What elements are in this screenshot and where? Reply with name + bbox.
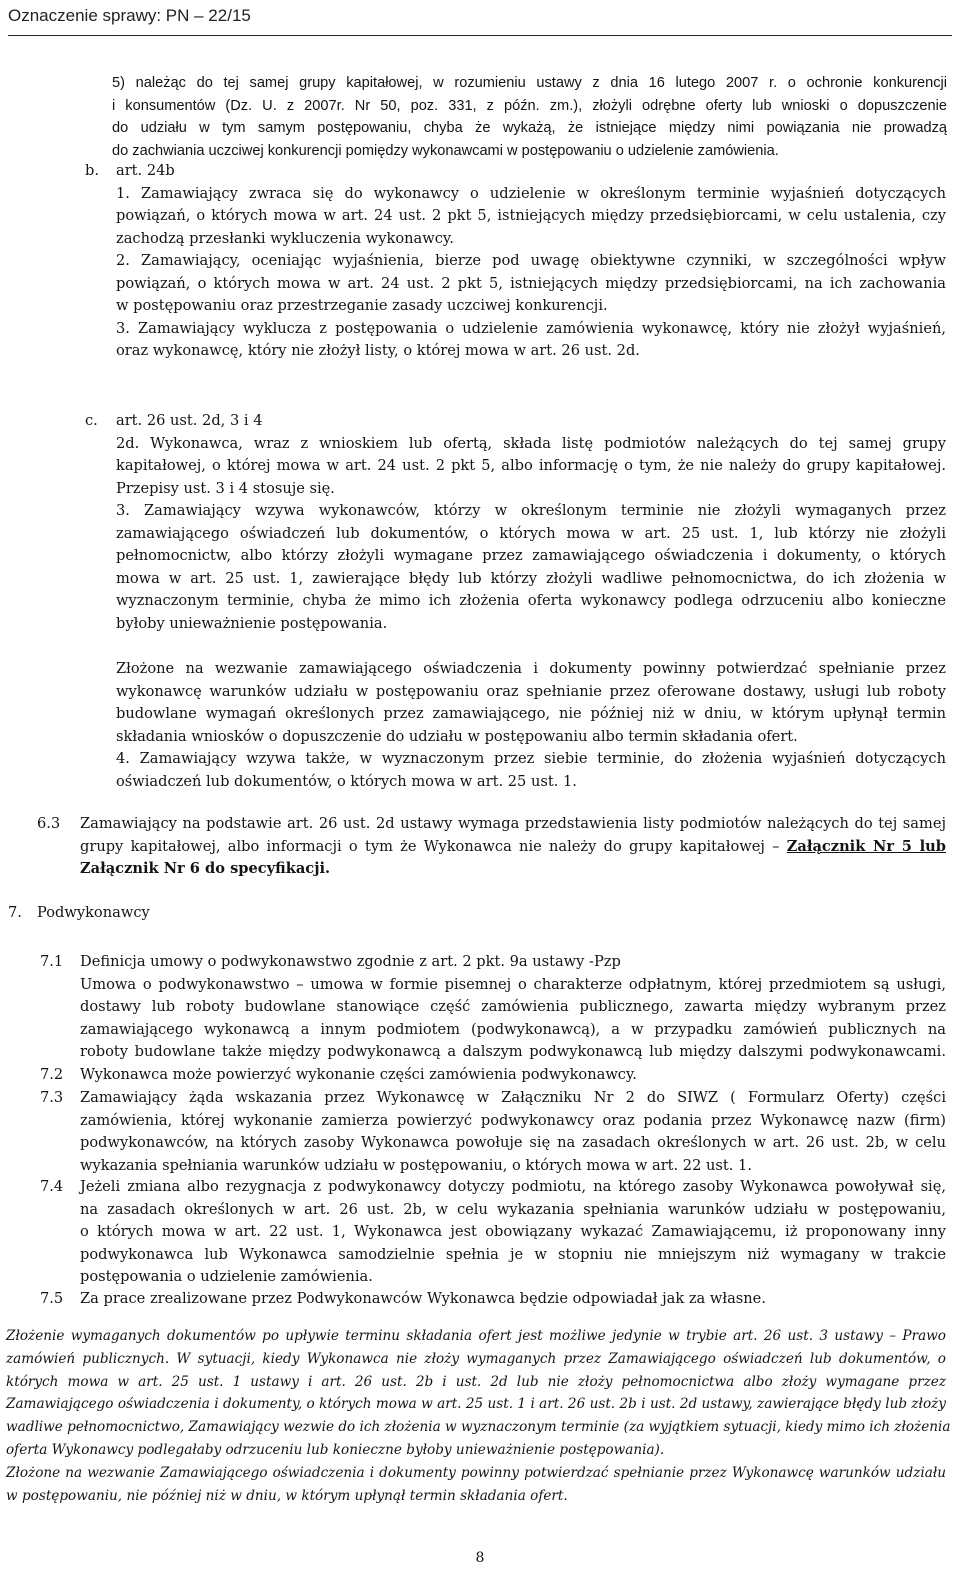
page-number: 8 [475, 1550, 485, 1566]
text-line: do zachwiania uczciwej konkurencji pomiędzy wykonawcami w postępowaniu o udzielenie zamówienia. [112, 142, 779, 159]
text-line: 5) należąc do tej samej grupy kapitałowej, w rozumieniu ustawy z dnia 16 lutego 2007 r. o ochronie konkurencji [112, 75, 947, 91]
text-line: powiązań, o których mowa w art. 24 ust. 2 pkt 5, istniejących między przedsiębiorcami, na ich zachowania [116, 274, 946, 292]
text-line: i konsumentów (Dz. U. z 2007r. Nr 50, poz. 331, z późn. zm.), złożyli odrębne oferty lub wnioski o dopuszczenie [112, 97, 947, 114]
text-line: Wykonawca może powierzyć wykonanie części zamówienia podwykonawcy. [80, 1066, 637, 1083]
text-line: w postępowaniu, nie później niż w dniu, w którym upłynął termin składania ofert. [6, 1487, 568, 1504]
text-line: 2. Zamawiający, oceniając wyjaśnienia, bierze pod uwagę obiektywne czynniki, w szczególności wpływ [116, 252, 946, 269]
section-c-paragraph-2 [116, 658, 946, 793]
text-line: Zamawiający żąda wskazania przez Wykonawcę w Załączniku Nr 2 do SIWZ ( Formularz Oferty) części [80, 1089, 946, 1106]
text-line: postępowania o udzielenie zamówienia. [80, 1268, 373, 1285]
text-line: 4. Zamawiający wzywa także, w wyznaczonym przez siebie terminie, do złożenia wyjaśnień dotyczących [116, 750, 946, 767]
attachment-reference: Załącznik Nr 5 lub [786, 837, 946, 855]
text-line: zamawiającego wykonawcą a innym podmiotem (podwykonawcą), a w przypadku zamówień publicznych na [80, 1020, 946, 1038]
text-line: mowa w art. 25 ust. 1, zawierające błędy lub którzy złożyli wadliwe pełnomocnictwa, do ich złożenia w [116, 569, 946, 587]
section-7-marker: 7. [8, 904, 22, 921]
text-line: Zamawiającego oświadczenia i dokumenty, o których mowa w art. 25 ust. 1 i art. 26 ust. 2b i ust. 2d ustawy, zawierające błędy lub złoży [6, 1396, 946, 1413]
text-line: Przepisy ust. 3 i 4 stosuje się. [116, 479, 335, 497]
section-6-3-marker: 6.3 [37, 815, 61, 832]
text-line: byłoby unieważnienie postępowania. [116, 614, 388, 632]
text-line: dostawy lub roboty budowlane stanowiące część zamówienia publicznego, zawarta między wybranym przez [80, 998, 946, 1015]
section-b-paragraph [116, 160, 946, 363]
section-c-paragraph [116, 410, 946, 635]
text-line: 1. Zamawiający zwraca się do wykonawcy o udzielenie w określonym terminie wyjaśnień dotyczących [116, 184, 946, 202]
text-line: roboty budowlane także między podwykonawcą a dalszym podwykonawcą lub między dalszymi podwykonawcami. [80, 1043, 946, 1060]
section-7-3-marker: 7.3 [40, 1089, 64, 1106]
text-line: oświadczeń lub dokumentów, o których mowa w art. 25 ust. 1. [116, 772, 577, 790]
text-line: Zamawiający na podstawie art. 26 ust. 2d ustawy wymaga przedstawienia listy podmiotów należących do tej samej [80, 815, 946, 832]
text-line: 3. Zamawiający wzywa wykonawców, którzy w określonym terminie nie złożyli wymaganych przez [116, 502, 946, 519]
italic-notes [6, 1325, 951, 1507]
text-line: w postępowaniu oraz przestrzeganie zasady uczciwej konkurencji. [116, 297, 608, 314]
section-c-marker: c. [85, 412, 98, 429]
text-line: Złożone na wezwanie zamawiającego oświadczenia i dokumenty powinny potwierdzać spełnianie przez [116, 660, 946, 677]
text-line: wykazania spełniania warunków udziału w postępowaniu, o których mowa w art. 22 ust. 1. [80, 1156, 752, 1174]
section-b-marker: b. [85, 162, 99, 179]
section-7-5-marker: 7.5 [40, 1290, 64, 1307]
section-b-title: art. 24b [116, 162, 175, 179]
section-7-2-marker: 7.2 [40, 1066, 64, 1083]
text-line: 2d. Wykonawca, wraz z wnioskiem lub ofertą, składa listę podmiotów należących do tej samej grupy [116, 434, 946, 452]
text-line: do udziału w tym samym postępowaniu, chyba że wykażą, że istniejące między nimi powiązania nie prowadzą [112, 120, 947, 136]
section-7-3-paragraph [80, 1087, 946, 1177]
page-header [8, 4, 952, 36]
text-line: pełnomocnictw, albo którzy złożyli wymagane przez zamawiającego oświadczenia i dokumenty, o których [116, 547, 946, 564]
text-line: Złożenie wymaganych dokumentów po upływie terminu składania ofert jest możliwe jedynie w trybie art. 26 ust. 3 ustawy – Prawo [6, 1328, 946, 1344]
text-line: zamówień publicznych. W sytuacji, kiedy Wykonawca nie złoży wymaganych przez Zamawiającego oświadczeń lub dokumentów, o [6, 1350, 946, 1367]
section-c-title: art. 26 ust. 2d, 3 i 4 [116, 412, 263, 429]
text-line: Jeżeli zmiana albo rezygnacja z podwykonawcy dotyczy podmiotu, na którego zasoby Wykonawca powoływał się, [80, 1178, 946, 1195]
text-line: zamawiającego oświadczeń lub dokumentów, o których mowa w art. 25 ust. 1, lub którzy nie złożyli [116, 524, 946, 542]
text-line: podwykonawca lub Wykonawca samodzielnie spełnia je w stopniu nie mniejszym niż wymagany w trakcie [80, 1245, 946, 1263]
text-line: budowlane wymagań określonych przez zamawiającego, nie później niż w dniu, w którym upłynął termin [116, 705, 946, 722]
section-7-1-paragraph [80, 951, 946, 1064]
text-line: zachodzą przesłanki wykluczenia wykonawcy. [116, 229, 454, 247]
section-7-4-paragraph [80, 1176, 946, 1289]
text-line [80, 836, 946, 859]
text-line: których mowa w art. 25 ust. 1 ustawy i art. 26 ust. 2b i ust. 2d lub nie złoży pełnomocnictwa albo złoży wymagane przez [6, 1373, 946, 1390]
text-line: powiązań, o których mowa w art. 24 ust. 2 pkt 5, istniejących między przedsiębiorcami, w celu ustalenia, czy [116, 207, 946, 224]
text-span: grupy kapitałowej, albo informacji o tym że Wykonawca nie należy do grupy kapitałowej – [80, 837, 787, 855]
text-line: o których mowa w art. 22 ust. 1, Wykonawca jest obowiązany wykazać Zamawiającemu, iż proponowany inny [80, 1223, 946, 1240]
text-line: oferta Wykonawcy podlegałaby odrzuceniu lub konieczne byłoby unieważnienie postępowania). [6, 1441, 665, 1458]
text-line: wadliwe pełnomocnictwo, Zamawiający wezwie do ich złożenia w wyznaczonym terminie (za wyjątkiem sytuacji, kiedy mimo ich złożenia [6, 1419, 951, 1436]
text-line: oraz wykonawcę, który nie złożył listy, o której mowa w art. 26 ust. 2d. [116, 342, 640, 359]
text-line: składania wniosków o dopuszczenie do udziału w postępowaniu albo termin składania ofert. [116, 727, 798, 745]
case-number-title: Oznaczenie sprawy: PN – 22/15 [8, 6, 251, 25]
section-5-paragraph [112, 72, 947, 162]
section-7-4-marker: 7.4 [40, 1178, 64, 1195]
text-line: Złożone na wezwanie Zamawiającego oświadczenia i dokumenty powinny potwierdzać spełnianie przez Wykonawcę warunków udziału [6, 1464, 946, 1481]
section-7-2-paragraph [80, 1064, 946, 1087]
text-line: na zasadach określonych w art. 26 ust. 2b, w celu wykazania spełniania warunków udziału w postępowaniu, [80, 1200, 946, 1218]
text-line: zamówienia, której wykonanie zamierza powierzyć podwykonawcy oraz podania przez Wykonawcę nazw (firm) [80, 1111, 946, 1129]
text-line: podwykonawców, na których zasoby Wykonawca powołuje się na zasadach określonych w art. 26 ust. 2b, w celu [80, 1134, 946, 1151]
text-line: Umowa o podwykonawstwo – umowa w formie pisemnej o charakterze odpłatnym, której przedmiotem są usługi, [80, 975, 946, 993]
section-7-5-paragraph [80, 1288, 946, 1311]
text-line: 3. Zamawiający wyklucza z postępowania o udzielenie zamówienia wykonawcę, który nie złożył wyjaśnień, [116, 319, 946, 337]
attachment-reference-line: Załącznik Nr 6 do specyfikacji. [80, 860, 331, 877]
text-line: wykonawcę warunków udziału w postępowaniu oraz spełnianie przez oferowane dostawy, usługi lub roboty [116, 682, 946, 700]
text-line: Za prace zrealizowane przez Podwykonawców Wykonawca będzie odpowiadał jak za własne. [80, 1290, 766, 1307]
section-7-1-marker: 7.1 [40, 953, 64, 970]
section-7-1-title: Definicja umowy o podwykonawstwo zgodnie z art. 2 pkt. 9a ustawy -Pzp [80, 953, 621, 970]
section-7-title: Podwykonawcy [37, 904, 150, 921]
section-6-3-paragraph [80, 813, 946, 881]
text-line: wyznaczonym terminie, chyba że mimo ich złożenia oferta wykonawcy podlega odrzuceniu albo konieczne [116, 592, 946, 609]
text-line: kapitałowej, o której mowa w art. 24 ust. 2 pkt 5, albo informację o tym, że nie należy do grupy kapitałowej. [116, 457, 946, 474]
